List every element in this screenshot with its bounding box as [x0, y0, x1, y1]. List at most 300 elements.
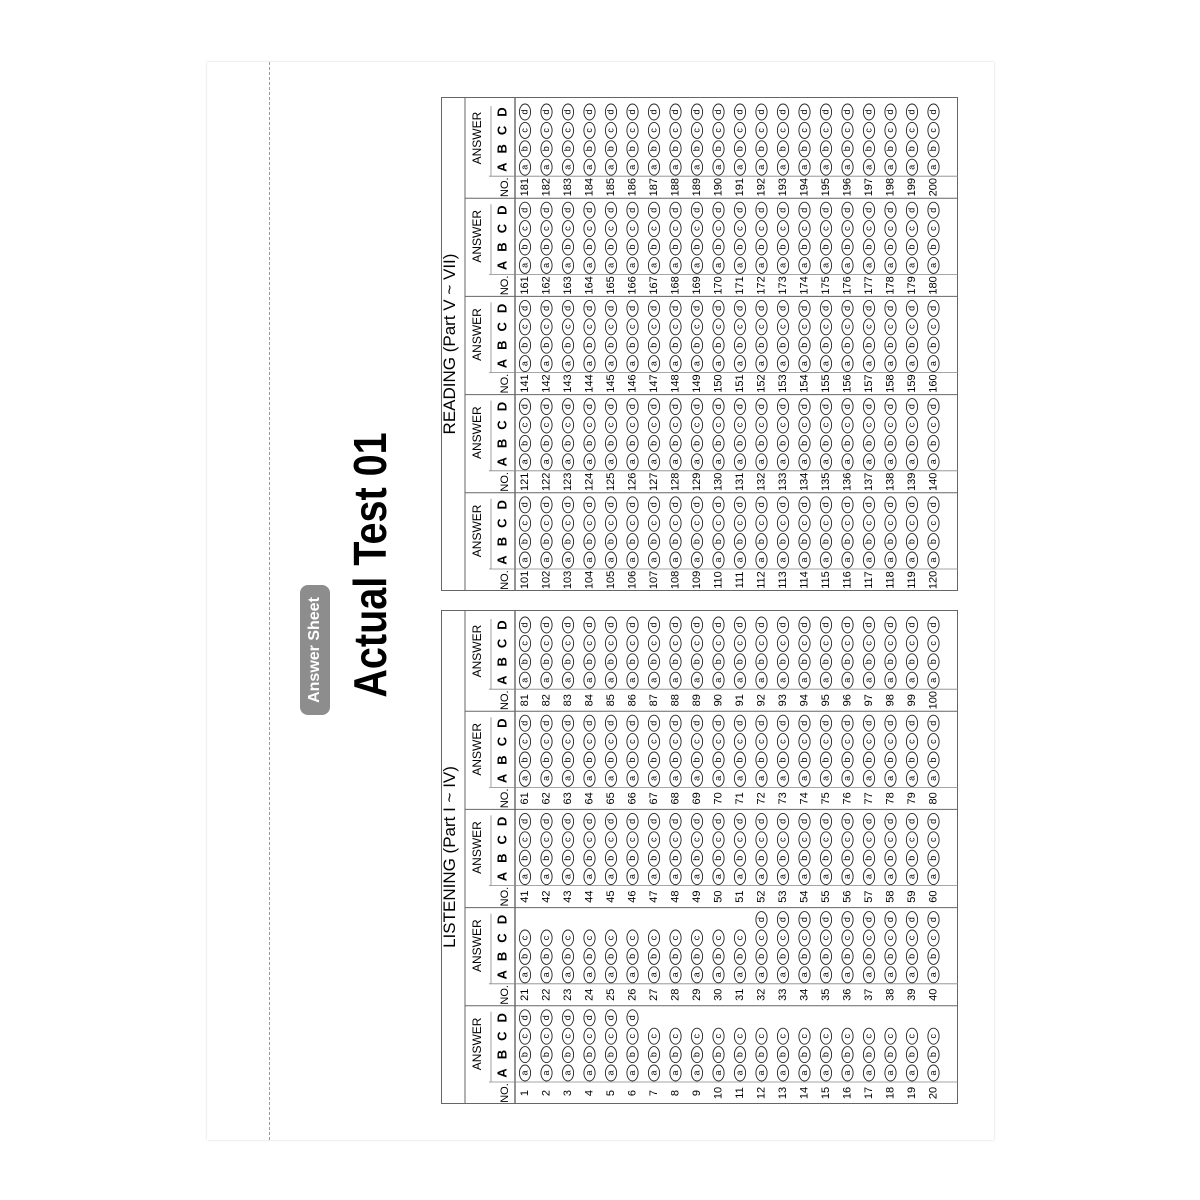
bubble-letter: b	[691, 342, 702, 348]
bubble-letter: a	[669, 459, 680, 465]
bubble-letter: b	[734, 146, 745, 152]
bubble-letter: c	[841, 739, 852, 744]
bubble-letter: d	[841, 622, 852, 628]
question-number: 2	[540, 1089, 553, 1097]
listening-answer-grid	[441, 610, 958, 1104]
option-header-a: A	[494, 358, 510, 369]
bubble-letter: a	[884, 1070, 895, 1076]
option-header-d: D	[494, 914, 510, 925]
bubble-letter: c	[669, 739, 680, 744]
bubble-letter: b	[884, 855, 895, 861]
answer-header: ANSWER	[470, 308, 485, 361]
question-number: 46	[626, 890, 639, 903]
bubble-letter: c	[626, 128, 637, 133]
question-number: 48	[669, 890, 682, 903]
bubble-letter: a	[712, 972, 723, 978]
bubble-letter: b	[691, 757, 702, 763]
bubble-letter: a	[841, 677, 852, 683]
bubble-letter: d	[927, 109, 938, 115]
bubble-letter: d	[712, 622, 723, 628]
bubble-letter: a	[841, 1070, 852, 1076]
bubble-letter: d	[863, 818, 874, 824]
question-number: 146	[626, 374, 639, 393]
bubble-letter: a	[734, 361, 745, 367]
question-number: 153	[776, 374, 789, 393]
bubble-letter: c	[691, 739, 702, 744]
bubble-letter: b	[798, 244, 809, 250]
bubble-letter: b	[669, 539, 680, 545]
bubble-letter: b	[734, 659, 745, 665]
question-number: 82	[540, 694, 553, 707]
option-header-a: A	[494, 260, 510, 271]
bubble-letter: d	[734, 207, 745, 213]
question-number: 1	[518, 1089, 531, 1097]
question-number: 47	[647, 890, 660, 903]
bubble-letter: c	[927, 422, 938, 428]
bubble-letter: d	[798, 404, 809, 410]
bubble-letter: c	[777, 739, 788, 744]
bubble-letter: c	[648, 324, 659, 330]
bubble-letter: c	[562, 128, 573, 133]
bubble-letter: b	[863, 440, 874, 446]
bubble-letter: d	[669, 720, 680, 726]
bubble-letter: c	[648, 837, 659, 843]
question-number: 23	[561, 988, 574, 1001]
bubble-letter: d	[884, 622, 895, 628]
bubble-letter: b	[863, 757, 874, 763]
question-number: 179	[905, 276, 918, 295]
bubble-letter: b	[562, 342, 573, 348]
bubble-letter: b	[863, 953, 874, 959]
bubble-letter: c	[863, 520, 874, 526]
bubble-letter: a	[648, 972, 659, 978]
bubble-letter: b	[927, 146, 938, 152]
bubble-letter: b	[777, 953, 788, 959]
bubble-letter: c	[734, 128, 745, 133]
bubble-letter: b	[540, 659, 551, 665]
bubble-letter: a	[648, 164, 659, 170]
bubble-letter: a	[777, 557, 788, 563]
bubble-letter: c	[540, 422, 551, 428]
bubble-letter: c	[777, 422, 788, 428]
option-header-d: D	[494, 303, 510, 314]
bubble-letter: d	[605, 1015, 616, 1021]
bubble-letter: d	[605, 305, 616, 311]
question-number: 72	[755, 792, 768, 805]
option-header-c: C	[494, 125, 510, 136]
bubble-letter: d	[927, 404, 938, 410]
bubble-letter: a	[927, 775, 938, 781]
question-number: 151	[733, 374, 746, 393]
bubble-letter: b	[841, 244, 852, 250]
bubble-letter: b	[755, 146, 766, 152]
bubble-letter: d	[540, 109, 551, 115]
bubble-letter: c	[906, 422, 917, 428]
bubble-letter: c	[820, 324, 831, 330]
bubble-letter: b	[884, 757, 895, 763]
question-number: 62	[540, 792, 553, 805]
bubble-letter: a	[841, 164, 852, 170]
question-number: 158	[884, 374, 897, 393]
question-number: 71	[733, 792, 746, 805]
question-number: 24	[583, 988, 596, 1001]
bubble-letter: b	[519, 244, 530, 250]
question-number: 182	[540, 178, 553, 197]
question-number: 185	[604, 178, 617, 197]
bubble-letter: c	[605, 226, 616, 231]
bubble-letter: b	[884, 1052, 895, 1058]
bubble-letter: c	[691, 226, 702, 231]
answer-header: ANSWER	[470, 504, 485, 558]
bubble-letter: a	[927, 1070, 938, 1076]
bubble-letter: c	[583, 837, 594, 843]
bubble-letter: a	[540, 775, 551, 781]
bubble-letter: c	[605, 324, 616, 330]
bubble-letter: b	[712, 440, 723, 446]
bubble-letter: a	[626, 677, 637, 683]
bubble-letter: c	[927, 1033, 938, 1039]
bubble-letter: c	[691, 837, 702, 843]
bubble-letter: a	[906, 557, 917, 563]
bubble-letter: b	[863, 342, 874, 348]
question-number: 169	[690, 276, 703, 295]
bubble-letter: b	[820, 855, 831, 861]
question-number: 111	[733, 571, 746, 589]
no-header: NO.	[498, 275, 511, 296]
bubble-letter: b	[884, 244, 895, 250]
bubble-letter: b	[884, 342, 895, 348]
bubble-letter: d	[927, 720, 938, 726]
bubble-letter: c	[820, 739, 831, 744]
bubble-letter: b	[648, 659, 659, 665]
bubble-letter: b	[927, 953, 938, 959]
question-number: 81	[518, 694, 531, 707]
bubble-letter: c	[648, 935, 659, 941]
bubble-letter: b	[863, 1052, 874, 1058]
bubble-letter: d	[884, 109, 895, 115]
question-number: 39	[905, 988, 918, 1001]
bubble-letter: b	[626, 953, 637, 959]
bubble-letter: d	[734, 404, 745, 410]
bubble-letter: d	[906, 404, 917, 410]
bubble-letter: d	[583, 1015, 594, 1021]
question-number: 114	[798, 571, 811, 589]
bubble-letter: c	[734, 1033, 745, 1039]
bubble-letter: b	[540, 757, 551, 763]
bubble-letter: d	[691, 818, 702, 824]
question-number: 161	[518, 276, 531, 295]
bubble-letter: b	[583, 146, 594, 152]
bubble-letter: d	[927, 917, 938, 923]
bubble-letter: a	[691, 262, 702, 268]
bubble-letter: a	[540, 557, 551, 563]
bubble-letter: b	[540, 146, 551, 152]
bubble-letter: b	[884, 953, 895, 959]
bubble-letter: c	[906, 1033, 917, 1039]
bubble-letter: c	[798, 641, 809, 646]
bubble-letter: b	[648, 953, 659, 959]
bubble-letter: b	[734, 244, 745, 250]
bubble-letter: c	[884, 324, 895, 330]
bubble-letter: a	[691, 459, 702, 465]
bubble-letter: a	[540, 874, 551, 880]
bubble-letter: b	[669, 342, 680, 348]
bubble-letter: a	[777, 775, 788, 781]
bubble-letter: b	[626, 659, 637, 665]
bubble-letter: b	[562, 757, 573, 763]
bubble-letter: a	[540, 164, 551, 170]
bubble-letter: a	[777, 262, 788, 268]
bubble-letter: c	[841, 641, 852, 646]
bubble-letter: a	[562, 874, 573, 880]
bubble-letter: b	[519, 855, 530, 861]
bubble-letter: d	[798, 207, 809, 213]
bubble-letter: b	[884, 539, 895, 545]
answer-header: ANSWER	[470, 624, 485, 678]
bubble-letter: b	[863, 539, 874, 545]
bubble-letter: d	[906, 305, 917, 311]
bubble-letter: d	[734, 502, 745, 508]
bubble-letter: b	[927, 1052, 938, 1058]
bubble-letter: c	[562, 837, 573, 843]
question-number: 191	[733, 178, 746, 197]
bubble-letter: a	[562, 1070, 573, 1076]
question-number: 133	[776, 472, 789, 491]
question-number: 195	[819, 178, 832, 197]
bubble-letter: a	[605, 775, 616, 781]
bubble-letter: d	[777, 502, 788, 508]
option-header-a: A	[494, 871, 510, 882]
bubble-letter: b	[712, 855, 723, 861]
bubble-letter: a	[583, 1070, 594, 1076]
bubble-letter: b	[712, 342, 723, 348]
question-number: 17	[862, 1086, 875, 1100]
bubble-letter: a	[712, 557, 723, 563]
question-number: 143	[561, 374, 574, 393]
question-number: 118	[884, 571, 897, 589]
question-number: 190	[712, 178, 725, 197]
bubble-letter: b	[519, 146, 530, 152]
option-header-b: B	[494, 853, 510, 863]
bubble-letter: a	[863, 775, 874, 781]
question-number: 36	[841, 988, 854, 1001]
question-number: 141	[518, 374, 531, 393]
bubble-letter: b	[820, 440, 831, 446]
bubble-letter: d	[734, 305, 745, 311]
bubble-letter: a	[777, 1070, 788, 1076]
bubble-letter: c	[863, 837, 874, 843]
answer-header: ANSWER	[470, 406, 485, 460]
bubble-letter: b	[626, 1052, 637, 1058]
bubble-letter: a	[583, 164, 594, 170]
no-header: NO.	[498, 886, 511, 907]
bubble-letter: c	[777, 128, 788, 133]
section-title: LISTENING (Part I ~ IV)	[440, 766, 459, 948]
bubble-letter: a	[884, 557, 895, 563]
question-number: 124	[583, 472, 596, 491]
bubble-letter: d	[884, 404, 895, 410]
bubble-letter: b	[669, 659, 680, 665]
bubble-letter: d	[648, 502, 659, 508]
question-number: 70	[712, 792, 725, 805]
bubble-letter: d	[669, 305, 680, 311]
bubble-letter: d	[626, 818, 637, 824]
bubble-letter: b	[540, 440, 551, 446]
question-number: 125	[604, 472, 617, 491]
bubble-letter: c	[906, 935, 917, 941]
bubble-letter: a	[863, 164, 874, 170]
bubble-letter: c	[669, 128, 680, 133]
question-number: 16	[841, 1086, 854, 1100]
bubble-letter: b	[519, 440, 530, 446]
question-number: 106	[626, 570, 639, 590]
bubble-letter: c	[583, 520, 594, 526]
bubble-letter: b	[605, 342, 616, 348]
bubble-letter: c	[562, 641, 573, 646]
question-number: 180	[927, 276, 940, 295]
bubble-letter: b	[583, 539, 594, 545]
question-number: 165	[604, 276, 617, 295]
bubble-letter: b	[648, 342, 659, 348]
bubble-letter: c	[519, 324, 530, 330]
question-number: 28	[669, 988, 682, 1001]
bubble-letter: a	[691, 677, 702, 683]
question-number: 139	[905, 472, 918, 491]
bubble-letter: c	[669, 1033, 680, 1039]
bubble-letter: c	[755, 128, 766, 133]
bubble-letter: c	[519, 837, 530, 843]
bubble-letter: d	[583, 502, 594, 508]
bubble-letter: b	[519, 342, 530, 348]
bubble-letter: d	[712, 818, 723, 824]
bubble-letter: d	[820, 207, 831, 213]
bubble-letter: b	[583, 342, 594, 348]
question-number: 108	[669, 570, 682, 590]
bubble-letter: d	[562, 207, 573, 213]
bubble-letter: c	[583, 422, 594, 428]
question-number: 12	[755, 1086, 768, 1100]
bubble-letter: a	[519, 459, 530, 465]
bubble-letter: b	[820, 244, 831, 250]
bubble-letter: b	[669, 440, 680, 446]
bubble-letter: d	[734, 720, 745, 726]
bubble-letter: b	[927, 659, 938, 665]
question-number: 26	[626, 988, 639, 1001]
question-number: 119	[905, 571, 918, 589]
bubble-letter: a	[669, 775, 680, 781]
bubble-letter: a	[863, 557, 874, 563]
bubble-letter: b	[691, 1052, 702, 1058]
bubble-letter: b	[519, 1052, 530, 1058]
bubble-letter: b	[798, 539, 809, 545]
bubble-letter: c	[605, 422, 616, 428]
bubble-letter: d	[626, 622, 637, 628]
bubble-letter: d	[863, 207, 874, 213]
bubble-letter: c	[927, 739, 938, 744]
bubble-letter: c	[863, 935, 874, 941]
question-number: 97	[862, 694, 875, 707]
question-number: 105	[604, 570, 617, 590]
bubble-letter: b	[691, 146, 702, 152]
option-header-c: C	[494, 1031, 510, 1041]
bubble-letter: a	[884, 972, 895, 978]
option-header-d: D	[494, 205, 510, 215]
bubble-letter: b	[927, 440, 938, 446]
question-number: 65	[604, 792, 617, 805]
question-number: 176	[841, 276, 854, 295]
question-number: 53	[776, 890, 789, 903]
bubble-letter: a	[798, 972, 809, 978]
bubble-letter: c	[884, 128, 895, 133]
question-number: 150	[712, 374, 725, 393]
question-number: 136	[841, 472, 854, 491]
bubble-letter: a	[669, 557, 680, 563]
bubble-letter: a	[669, 1070, 680, 1076]
bubble-letter: b	[583, 1052, 594, 1058]
bubble-letter: c	[841, 520, 852, 526]
bubble-letter: c	[540, 128, 551, 133]
bubble-letter: b	[906, 757, 917, 763]
bubble-letter: c	[519, 520, 530, 526]
bubble-letter: d	[734, 109, 745, 115]
bubble-letter: d	[798, 720, 809, 726]
bubble-letter: a	[583, 874, 594, 880]
bubble-letter: d	[626, 1015, 637, 1021]
bubble-letter: b	[712, 1052, 723, 1058]
bubble-letter: d	[884, 818, 895, 824]
question-number: 183	[561, 178, 574, 197]
bubble-letter: c	[583, 324, 594, 330]
bubble-letter: d	[777, 404, 788, 410]
question-number: 144	[583, 374, 596, 393]
bubble-letter: d	[906, 502, 917, 508]
option-header-b: B	[494, 242, 510, 252]
bubble-letter: c	[712, 739, 723, 744]
question-number: 137	[862, 472, 875, 491]
listening-panel	[441, 610, 958, 1104]
question-number: 98	[884, 694, 897, 707]
question-number: 96	[841, 694, 854, 707]
bubble-letter: c	[691, 520, 702, 526]
bubble-letter: b	[906, 539, 917, 545]
bubble-letter: a	[884, 775, 895, 781]
question-number: 93	[776, 694, 789, 707]
bubble-letter: d	[777, 207, 788, 213]
bubble-letter: c	[820, 1033, 831, 1039]
bubble-letter: b	[927, 539, 938, 545]
bubble-letter: d	[841, 305, 852, 311]
bubble-letter: b	[562, 146, 573, 152]
bubble-letter: a	[863, 262, 874, 268]
bubble-letter: a	[712, 459, 723, 465]
bubble-letter: b	[820, 757, 831, 763]
question-number: 51	[733, 890, 746, 903]
bubble-letter: b	[906, 855, 917, 861]
bubble-letter: a	[863, 1070, 874, 1076]
bubble-letter: d	[734, 622, 745, 628]
question-number: 117	[862, 571, 875, 589]
bubble-letter: a	[540, 459, 551, 465]
bubble-letter: a	[884, 262, 895, 268]
question-number: 116	[841, 571, 854, 589]
question-number: 27	[647, 988, 660, 1001]
question-number: 60	[927, 890, 940, 903]
bubble-letter: d	[583, 109, 594, 115]
bubble-letter: c	[712, 128, 723, 133]
bubble-letter: c	[562, 324, 573, 330]
bubble-letter: d	[927, 207, 938, 213]
bubble-letter: a	[605, 361, 616, 367]
